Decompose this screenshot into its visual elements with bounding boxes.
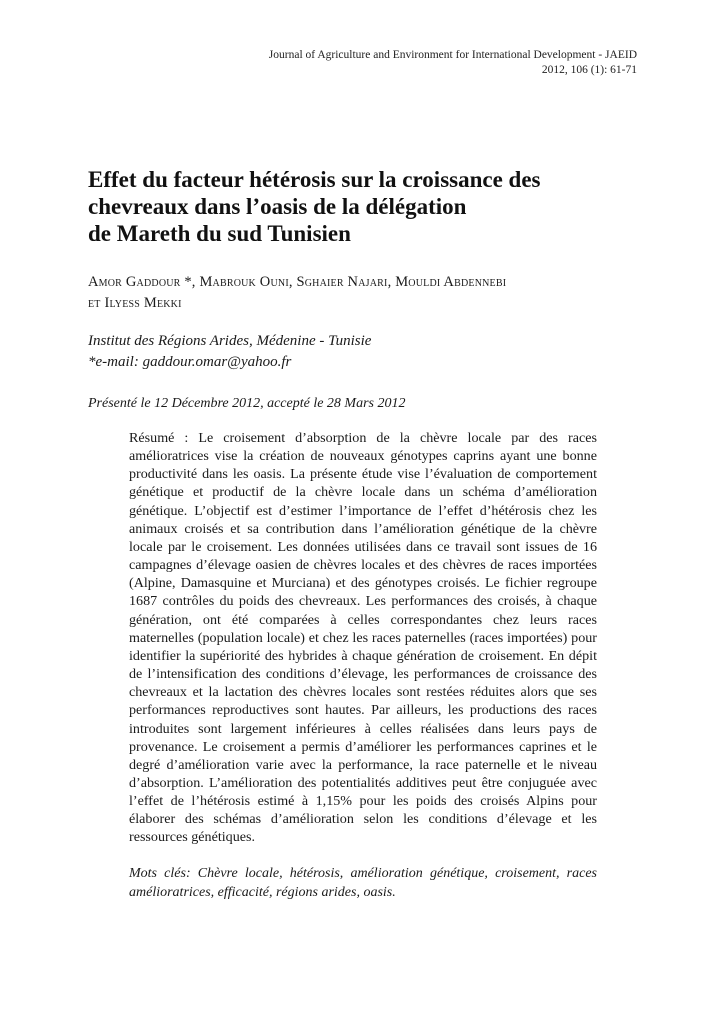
affiliation — [88, 331, 648, 373]
authors-line-1: Amor Gaddour *, Mabrouk Ouni, Sghaier Najari, Mouldi Abdennebi — [88, 274, 507, 290]
author-list — [88, 272, 648, 314]
journal-name: Journal of Agriculture and Environment for International Development - JAEID — [268, 49, 637, 61]
title-line-1: Effet du facteur hétérosis sur la croissance des — [88, 167, 541, 192]
submission-dates: Présenté le 12 Décembre 2012, accepté le 28 Mars 2012 — [88, 396, 406, 411]
abstract: Résumé : Le croisement d’absorption de la chèvre locale par des races amélioratrices vise la création de nouveaux génotypes caprins ayant une bonne productivité dans les oasis. La présente étude vise l’évaluation de comportement génétique et productif de la chèvre locale dans un schéma d’amélioration génétique. L’objectif est d’estimer l’importance de l’effet d’hétérosis chez les animaux croisés et sa contribution dans l’amélioration génétique de la chèvre locale par le croisement. Les données utilisées dans ce travail sont issues de 16 campagnes d’élevage oasien de chèvres locales et des chèvres de races importées (Alpine, Damasquine et Murciana) et des génotypes croisés. Le fichier regroupe 1687 contrôles du poids des chevreaux. Les performances des croisés, à chaque génération, ont été comparées à celles correspondantes chez leurs races maternelles (population locale) et chez les races paternelles (races importées) pour identifier la supériorité des hybrides à chaque génération de croisement. En dépit de l’intensification des conditions d’élevage, les performances de croissance des chevreaux et la lactation des chèvres locales sont restées réduites alors que ses performances reproductives sont hautes. Par ailleurs, les productions des races introduites sont largement inférieures à celles réalisées dans leurs pays de provenance. Le croisement a permis d’améliorer les performances caprines et le degré d’amélioration varie avec la performance, la race paternelle et le niveau d’absorption. L’amélioration des potentialités additives peut être conjuguée avec l’effet de l’hétérosis estimé à 1,15% pour les poids des croisés Alpins pour élaborer des schémas d’amélioration selon les conditions d’élevage et les ressources génétiques. — [129, 430, 597, 846]
institute: Institut des Régions Arides, Médenine - Tunisie — [88, 333, 372, 349]
journal-citation: 2012, 106 (1): 61-71 — [541, 64, 637, 76]
contact-email: *e-mail: gaddour.omar@yahoo.fr — [88, 354, 292, 370]
journal-header — [269, 48, 637, 78]
keywords: Mots clés: Chèvre locale, hétérosis, amélioration génétique, croisement, races amélioratrices, efficacité, régions arides, oasis. — [129, 866, 597, 900]
article-title — [88, 166, 648, 247]
title-line-3: de Mareth du sud Tunisien — [88, 221, 351, 246]
title-line-2: chevreaux dans l’oasis de la délégation — [88, 194, 467, 219]
authors-line-2: et Ilyess Mekki — [88, 295, 182, 311]
